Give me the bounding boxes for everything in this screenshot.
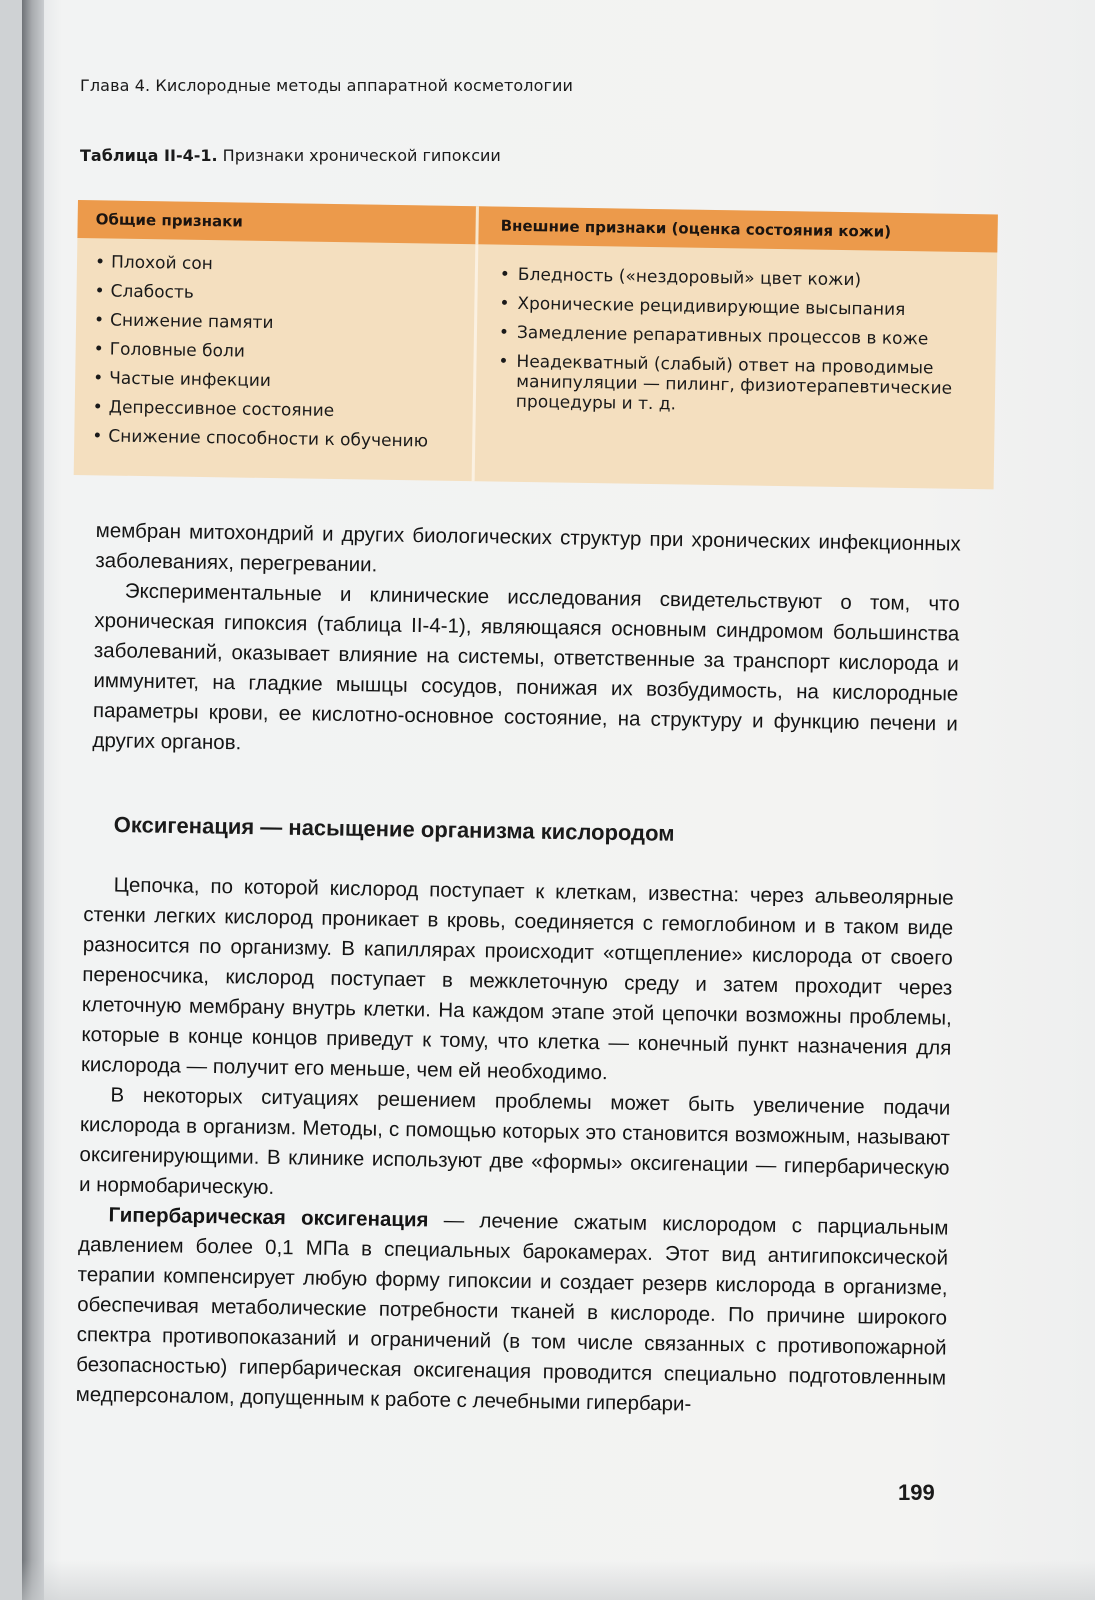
paragraph: Экспериментальные и клинические исследования свидетельствуют о том, что хроническая гипоксия (таблица II-4-1), являющаяся основным синдромом большинства заболеваний, оказывает влияние на системы, ответственные за транспорт кислорода и иммунитет, на гладкие мышцы сосудов, понижая их возбудимость, на кислородные параметры крови, ее кислотно-основное состояние, на структуру и функцию печени и других органов.: [92, 579, 960, 755]
bold-term: Гипербарическая оксигенация: [108, 1203, 429, 1232]
paragraph: [76, 1200, 949, 1424]
list-item: • Снижение способности к обучению: [74, 422, 472, 457]
section-heading: Оксигенация — насыщение организма кислородом: [113, 812, 675, 846]
list-item: • Депрессивное состояние: [75, 393, 473, 428]
table-cell-external: [475, 244, 998, 489]
list-item: • Неадекватный (слабый) ответ на проводимые манипуляции — пилинг, физиотерапевтические процедуры и т. д.: [476, 351, 996, 419]
list-item: • Бледность («нездоровый» цвет кожи): [478, 264, 997, 292]
external-signs-list: [476, 264, 997, 419]
hypoxia-signs-table: [74, 200, 998, 489]
list-item: • Слабость: [76, 277, 474, 312]
text-block-upper: [92, 516, 961, 770]
text-block-lower: [76, 870, 954, 1424]
paragraph: В некоторых ситуациях решением проблемы может быть увеличение подачи кислорода в организм. Методы, с помощью которых это становится возможным, называют оксигенирующими. В клинике используют две «формы» оксигенации — гипербарическую и нормобарическую.: [78, 1083, 951, 1200]
paragraph: мембран митохондрий и других биологических структур при хронических инфекционных заболеваниях, перегревании.: [95, 518, 961, 577]
table-header-external: Внешние признаки (оценка состояния кожи): [500, 216, 892, 241]
list-item: • Головные боли: [75, 335, 473, 370]
table-body-row: [74, 238, 998, 489]
table-header-general: Общие признаки: [77, 200, 479, 244]
table-caption-text: Признаки хронической гипоксии: [217, 146, 501, 165]
list-item: • Хронические рецидивирующие высыпания: [477, 293, 996, 321]
spine-shadow: [22, 0, 44, 1600]
general-signs-list: [74, 248, 475, 457]
paragraph: Цепочка, по которой кислород поступает к клеткам, известна: через альвеолярные стенки легких кислород проникает в кровь, соединяется с гемоглобином и в таком виде разносится по организму. В капиллярах происходит «отщепление» кислорода от своего переносчика, кислород поступает в межклеточную среду и затем проходит через клеточную мембрану внутрь клетки. На каждом этапе этой цепочки возможны проблемы, которые в конце концов приведут к тому, что клетка — конечный пункт назначения для кислорода — получит его меньше, чем ей необходимо.: [80, 873, 954, 1085]
table-caption-label: Таблица II-4-1.: [80, 146, 218, 165]
page-number: 199: [898, 1480, 935, 1505]
list-item: • Снижение памяти: [76, 306, 474, 341]
list-item: • Замедление репаративных процессов в коже: [477, 322, 996, 350]
book-page: [22, 0, 1095, 1600]
running-head: Глава 4. Кислородные методы аппаратной косметологии: [80, 76, 574, 95]
table-cell-general: [74, 238, 479, 481]
bottom-shadow: [22, 1560, 1095, 1600]
paragraph-rest: — лечение сжатым кислородом с парциальным давлением более 0,1 МПа в специальных барокамерах. Этот вид антигипоксической терапии компенсирует любую форму гипоксии и создает резерв кислорода в организме, обеспечивая метаболические потребности тканей в кислороде. По причине широкого спектра противопоказаний и ограничений (в том числе связанных с противопожарной безопасностью) гипербарическая оксигенация проводится специально подготовленным медперсоналом, допущенным к работе с лечебными гипербари-: [75, 1208, 949, 1416]
table-caption: [80, 146, 501, 165]
list-item: • Частые инфекции: [75, 364, 473, 399]
list-item: • Плохой сон: [77, 248, 475, 283]
